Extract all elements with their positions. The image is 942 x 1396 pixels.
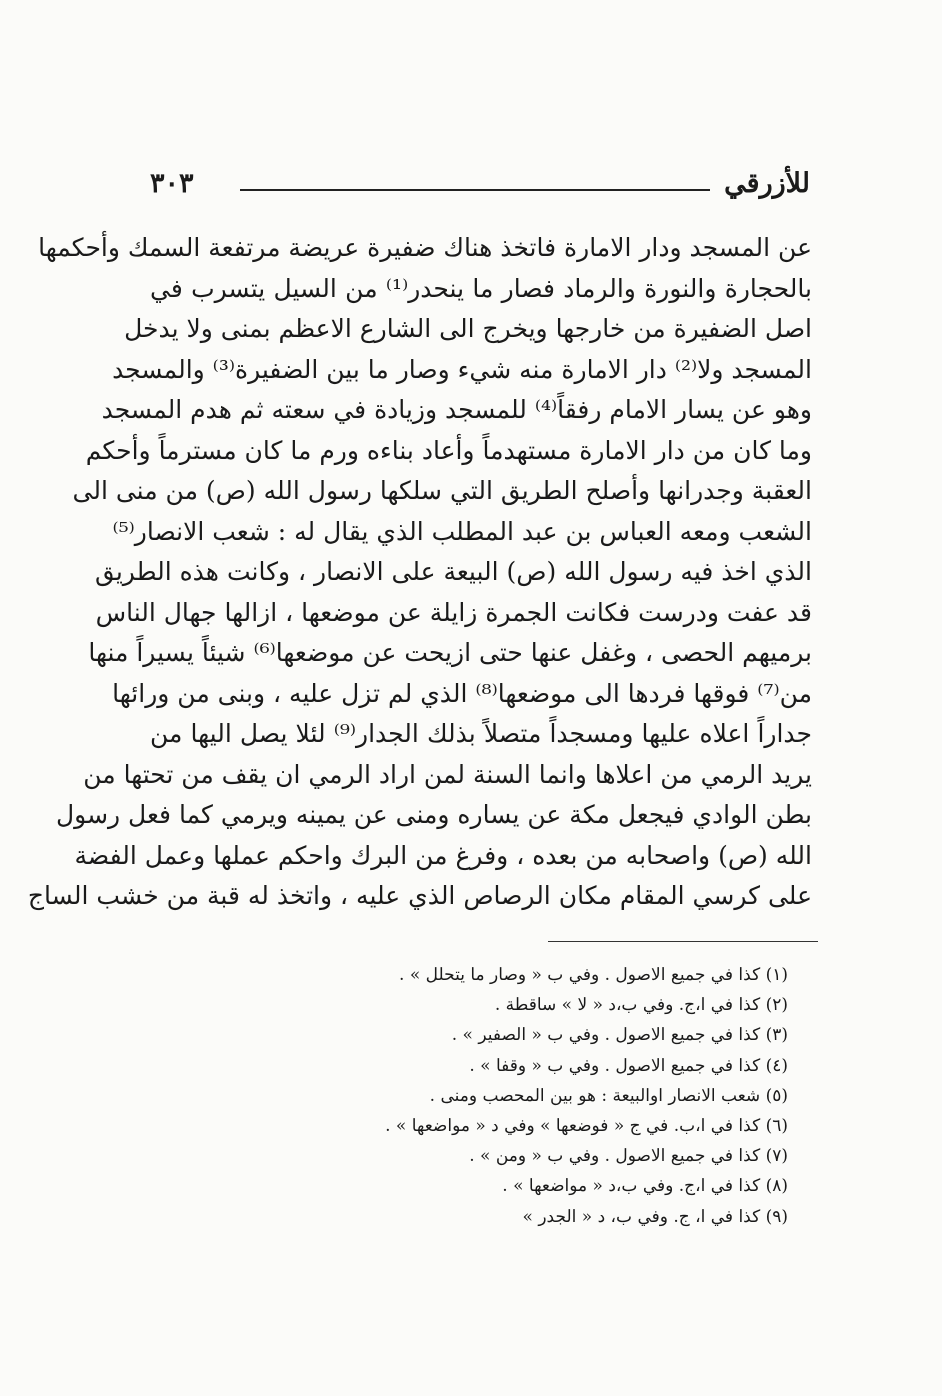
body-line: الله (ص) واصحابه من بعده ، وفرغ من البرك واحكم عملها وعمل الفضة: [74, 840, 812, 870]
body-line: قد عفت ودرست فكانت الجمرة زايلة عن موضعها ، ازالها جهال الناس: [95, 597, 812, 627]
body-line: الذي اخذ فيه رسول الله (ص) البيعة على الانصار ، وكانت هذه الطريق: [94, 557, 812, 586]
body-line: برميهم الحصى ، وغفل عنها حتى ازيحت عن موضعها⁽⁶⁾ شيئاً يسيراً منها: [88, 638, 812, 667]
body-line: يريد الرمي من اعلاها وانما السنة لمن اراد الرمي ان يقف من تحتها من: [83, 759, 812, 789]
footnote: (٧) كذا في جميع الاصول . وفي ب « ومن » .: [469, 1146, 788, 1167]
body-text: [27, 228, 812, 917]
footnote: (٦) كذا في ا،ب. في ج « فوضعها » وفي د « مواضعها » .: [385, 1115, 788, 1136]
running-header: [150, 168, 810, 208]
footnote: (٢) كذا في ا،ج. وفي ب،د « لا » ساقطة .: [494, 995, 788, 1016]
body-line: العقبة وجدرانها وأصلح الطريق التي سلكها رسول الله (ص) من منى الى: [72, 476, 812, 505]
body-line: على كرسي المقام مكان الرصاص الذي عليه ، واتخذ له قبة من خشب الساج: [27, 881, 812, 910]
footnote: (١) كذا في جميع الاصول . وفي ب « وصار ما يتحلل » .: [399, 965, 788, 985]
body-line: اصل الضفيرة من خارجها ويخرج الى الشارع الاعظم بمنى ولا يدخل: [124, 314, 812, 343]
body-line: عن المسجد ودار الامارة فاتخذ هناك ضفيرة عريضة مرتفعة السمك وأحكمها: [38, 233, 812, 262]
body-line: جداراً اعلاه عليها ومسجداً متصلاً بذلك الجدار⁽⁹⁾ لئلا يصل اليها من: [150, 719, 812, 748]
body-line: بالحجارة والنورة والرماد فصار ما ينحدر⁽¹⁾ من السيل يتسرب في: [150, 273, 812, 303]
body-line: المسجد ولا⁽²⁾ دار الامارة منه شيء وصار ما بين الضفيرة⁽³⁾ والمسجد: [112, 354, 812, 384]
footnote: (٤) كذا في جميع الاصول . وفي ب « وقفا » .: [469, 1055, 788, 1076]
running-title: للأزرقي: [724, 168, 810, 199]
footnote: (٨) كذا في ا،ج. وفي ب،د « مواضعها » .: [502, 1176, 788, 1197]
page-number: ٣٠٣: [150, 168, 194, 199]
footnotes: [300, 960, 788, 1232]
header-rule: [240, 189, 710, 191]
footnote: (٩) كذا في ا، ج. وفي ب، د « الجدر »: [522, 1206, 788, 1227]
footnote-divider: [548, 941, 818, 942]
body-line: بطن الوادي فيجعل مكة عن يساره ومنى عن يمينه ويرمي كما فعل رسول: [56, 800, 812, 829]
footnote: (٥) شعب الانصار اوالبيعة : هو بين المحصب ومنى .: [429, 1085, 788, 1106]
body-line: وما كان من دار الامارة مستهدماً وأعاد بناءه ورم ما كان مسترماً وأحكم: [85, 435, 812, 465]
body-line: من⁽⁷⁾ فوقها فردها الى موضعها⁽⁸⁾ الذي لم تزل عليه ، وبنى من ورائها: [112, 678, 812, 708]
body-line: الشعب ومعه العباس بن عبد المطلب الذي يقال له : شعب الانصار⁽⁵⁾: [112, 516, 812, 546]
body-line: وهو عن يسار الامام رفقاً⁽⁴⁾ للمسجد وزيادة في سعته ثم هدم المسجد: [101, 395, 812, 424]
footnote: (٣) كذا في جميع الاصول . وفي ب « الصفير » .: [451, 1025, 788, 1046]
